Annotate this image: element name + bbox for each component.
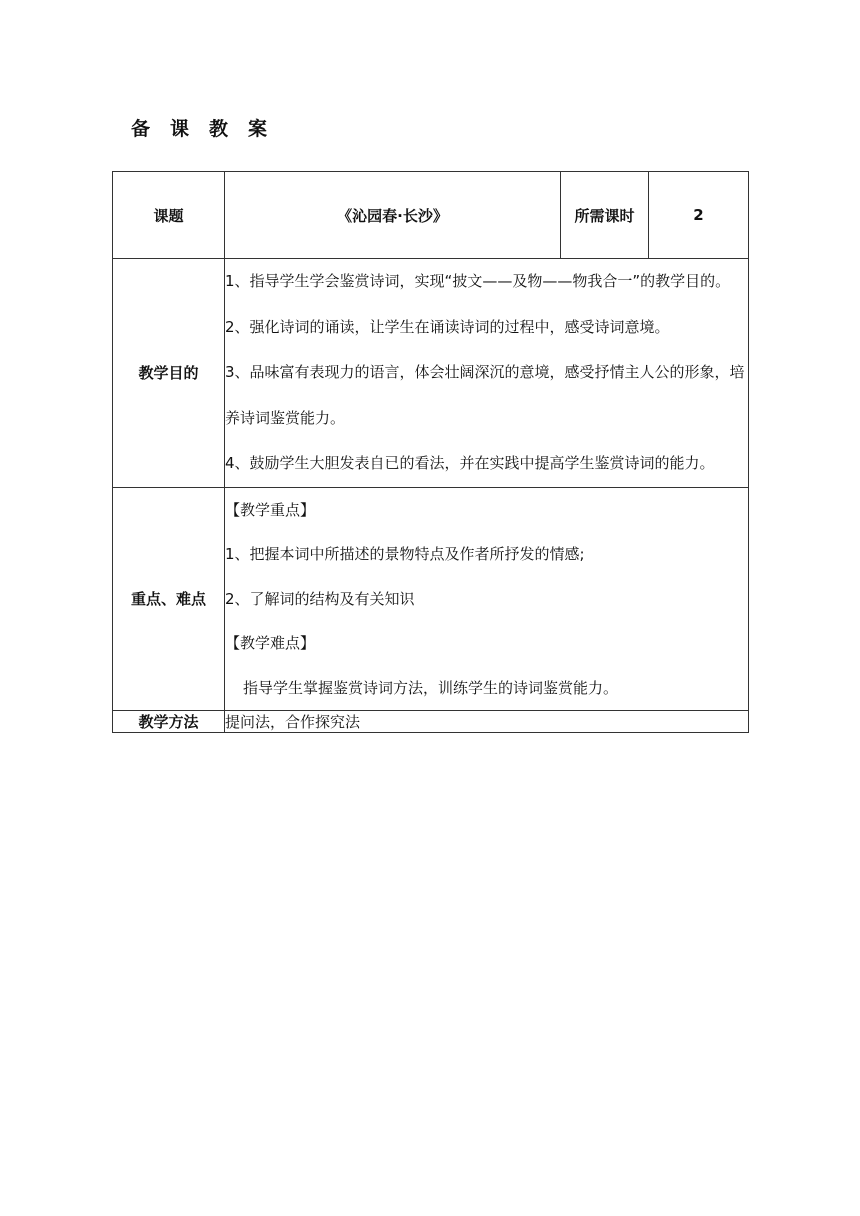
difficult-heading: 【教学难点】 <box>225 634 316 652</box>
hours-label: 所需课时 <box>561 172 649 259</box>
lesson-plan-table <box>112 171 749 733</box>
goal-item: 4、鼓励学生大胆发表自已的看法，并在实践中提高学生鉴赏诗词的能力。 <box>225 454 715 472</box>
key-item: 1、把握本词中所描述的景物特点及作者所抒发的情感; <box>225 545 585 563</box>
difficult-text: 指导学生掌握鉴赏诗词方法，训练学生的诗词鉴赏能力。 <box>243 678 619 697</box>
hours-value: 2 <box>649 172 749 259</box>
goal-item: 3、品味富有表现力的语言，体会壮阔深沉的意境，感受抒情主人公的形象，培养诗词鉴赏能力。 <box>225 363 745 427</box>
goals-row <box>113 259 749 488</box>
header-row <box>113 172 749 259</box>
key-item: 2、了解词的结构及有关知识 <box>225 589 415 608</box>
method-row <box>113 711 749 733</box>
goal-item: 1、指导学生学会鉴赏诗词，实现“披文——及物——物我合一”的教学目的。 <box>225 272 731 290</box>
topic-label: 课题 <box>113 172 225 259</box>
key-heading: 【教学重点】 <box>225 500 316 519</box>
key-points-content <box>225 487 749 711</box>
document-title: 备课教案 <box>131 118 288 140</box>
goals-content <box>225 259 749 488</box>
method-content: 提问法，合作探究法 <box>225 711 749 733</box>
goals-label: 教学目的 <box>113 259 225 488</box>
topic-value: 《沁园春·长沙》 <box>225 172 561 259</box>
key-points-label: 重点、难点 <box>113 487 225 711</box>
method-label: 教学方法 <box>113 711 225 733</box>
goal-item: 2、强化诗词的诵读，让学生在诵读诗词的过程中，感受诗词意境。 <box>225 317 670 336</box>
key-points-row <box>113 487 749 711</box>
